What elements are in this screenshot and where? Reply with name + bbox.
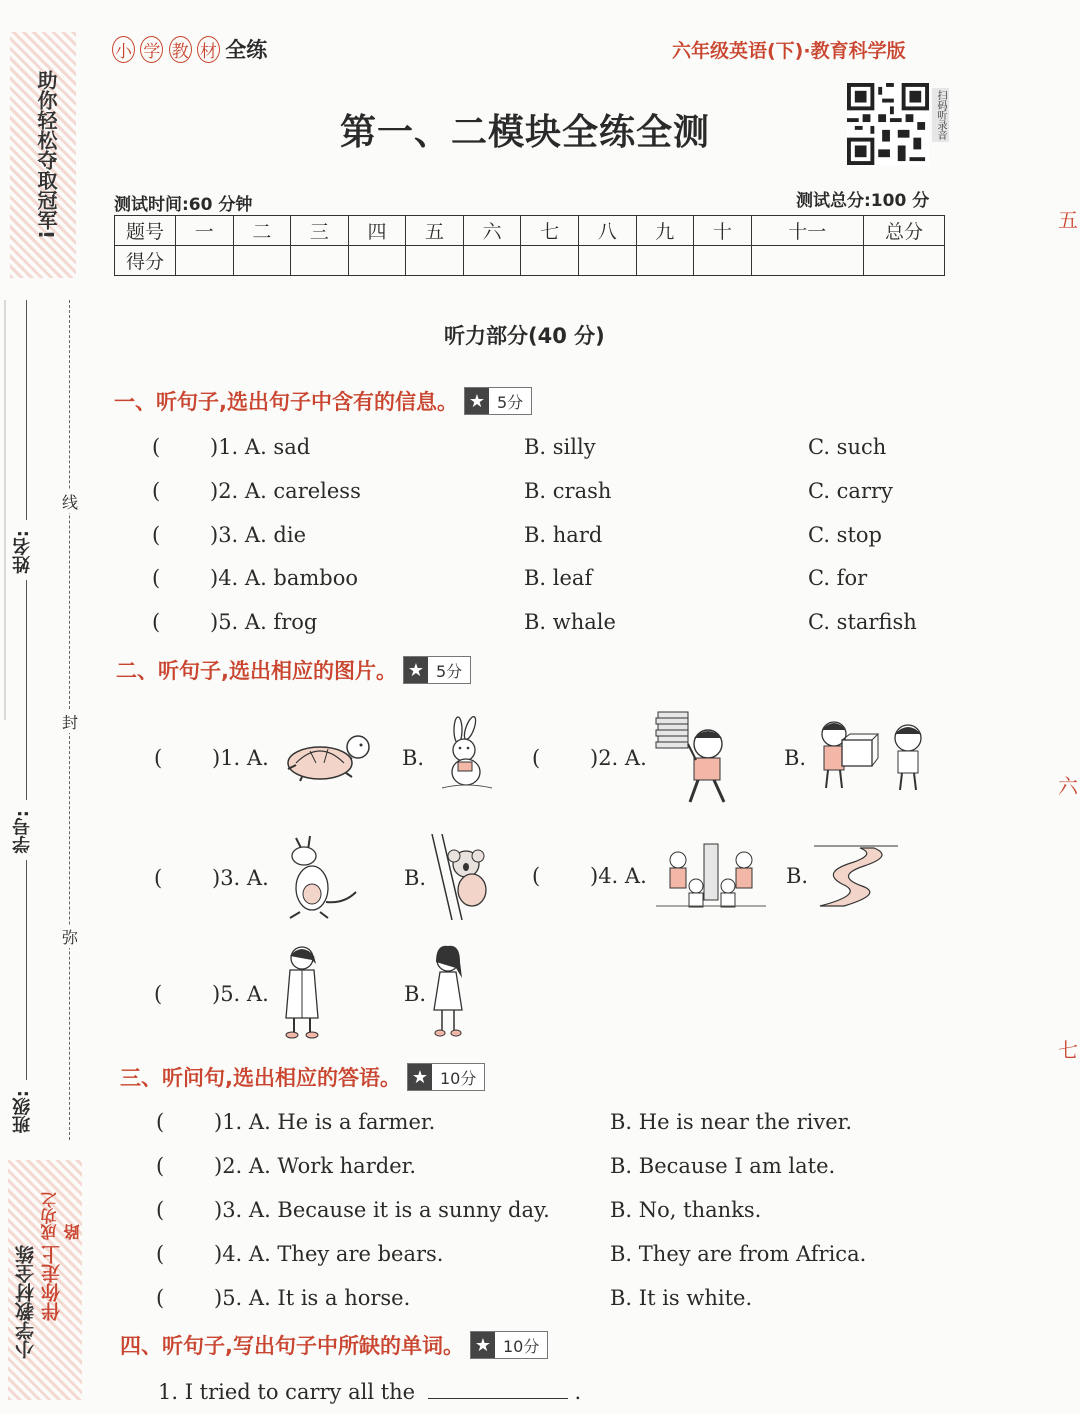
option-b: B. Because I am late. [610,1154,836,1178]
option-c: C. starfish [808,610,917,634]
section-4-badge [470,1331,548,1359]
edition-label: 六年级英语(下)·教育科学版 [672,40,906,62]
option-a: )5. A. It is a horse. [214,1286,411,1310]
label-class: 班级: [12,1090,33,1134]
answer-paren[interactable]: ( [152,523,161,547]
section-2-title [116,655,471,685]
score-cell[interactable] [864,246,945,276]
boy-carrying-books-picture[interactable] [654,708,734,806]
answer-paren[interactable]: ( [152,435,161,459]
s2-q2-b-label: B. [784,746,807,770]
section-1-text: 一、听句子,选出句子中含有的信息。 [114,390,458,414]
section-3-title [120,1062,485,1092]
option-b: B. leaf [524,566,593,590]
answer-paren[interactable]: ( [154,982,163,1006]
test-time: 测试时间:60 分钟 [114,195,253,215]
cut-mark-xian: 线 [62,490,78,513]
right-marker-6: 六 [1058,774,1078,798]
score-cell[interactable] [176,246,234,276]
table-head-number: 题号 [115,216,176,246]
qr-caption: 扫码听录音 [932,88,949,142]
star-icon: ★ [408,1064,432,1090]
s4-item-end: . [574,1380,582,1404]
score-cell[interactable] [463,246,521,276]
cut-mark-mi: 弥 [62,925,78,948]
option-a: )4. A. They are bears. [214,1242,444,1266]
option-a: )1. A. He is a farmer. [214,1110,436,1134]
option-a: )3. A. Because it is a sunny day. [214,1198,550,1222]
s3-item-4 [156,1242,956,1272]
label-name: 姓名: [12,530,33,574]
star-icon: ★ [404,657,428,683]
s1-item-5 [152,610,952,640]
answer-paren[interactable]: ( [154,746,163,770]
s2-q1-b-label: B. [402,746,425,770]
section-2-text: 二、听句子,选出相应的图片。 [116,659,397,683]
bottom-brand-3: 成功之路 [40,1192,82,1240]
section-1-badge [464,387,532,415]
col-9: 九 [636,216,694,246]
brand-char-4: 材 [197,36,220,63]
col-10: 十 [694,216,752,246]
answer-paren[interactable]: ( [532,746,541,770]
table-row-scores [115,246,945,276]
option-c: C. carry [808,479,893,503]
brand-logo [112,34,267,64]
brand-char-2: 学 [140,36,163,63]
score-cell[interactable] [233,246,291,276]
slogan-text: 助你轻松夺取冠军! [34,70,58,240]
girl-in-dress-picture[interactable] [428,944,468,1040]
s2-q4-b-label: B. [786,864,809,888]
people-cutting-trees-picture[interactable] [656,840,766,912]
children-with-box-picture[interactable] [812,714,936,794]
option-b: B. hard [524,523,603,547]
answer-paren[interactable]: ( [152,566,161,590]
id-field-line[interactable] [26,580,27,800]
col-3: 三 [291,216,349,246]
page-title: 第一、二模块全练全测 [340,112,711,153]
option-a: )2. A. careless [210,479,361,503]
option-b: B. whale [524,610,616,634]
koala-picture[interactable] [428,834,492,920]
score-cell[interactable] [521,246,579,276]
option-a: )1. A. sad [210,435,311,459]
s2-q4-a-label: )4. A. [590,864,647,888]
table-row-numbers [115,216,945,246]
rabbit-picture[interactable] [432,716,500,794]
section-3-text: 三、听问句,选出相应的答语。 [120,1066,401,1090]
s1-item-3 [152,523,952,553]
s2-q3-b-label: B. [404,866,427,890]
option-b: B. He is near the river. [610,1110,853,1134]
col-total: 总分 [864,216,945,246]
s2-q5-b-label: B. [404,982,427,1006]
brand-char-3: 教 [169,36,192,63]
section-4-title [120,1330,548,1360]
s4-item-1 [158,1378,581,1404]
section-3-badge [407,1063,485,1091]
option-a: )2. A. Work harder. [214,1154,417,1178]
answer-paren[interactable]: ( [156,1110,165,1134]
s3-item-5 [156,1286,956,1316]
answer-paren[interactable]: ( [156,1242,165,1266]
river-picture[interactable] [814,842,898,908]
section-2-points: 5分 [435,661,463,681]
answer-paren[interactable]: ( [156,1154,165,1178]
score-table [114,215,945,276]
score-cell[interactable] [751,246,863,276]
s2-q5-a-label: )5. A. [212,982,269,1006]
right-marker-7: 七 [1058,1038,1078,1062]
option-a: )4. A. bamboo [210,566,359,590]
s3-item-2 [156,1154,956,1184]
kangaroo-picture[interactable] [282,832,358,922]
col-1: 一 [176,216,234,246]
brand-char-1: 小 [112,36,135,63]
margin-line [4,300,6,720]
section-1-points: 5分 [496,392,524,412]
s1-item-1 [152,435,952,465]
star-icon: ★ [471,1332,495,1358]
section-1-title [114,386,532,416]
score-cell[interactable] [578,246,636,276]
score-cell[interactable] [636,246,694,276]
score-cell[interactable] [348,246,406,276]
s3-item-3 [156,1198,956,1228]
section-4-text: 四、听句子,写出句子中所缺的单词。 [120,1334,464,1358]
total-score: 测试总分:100 分 [796,191,930,211]
cut-mark-feng: 封 [62,710,78,733]
answer-paren[interactable]: ( [152,479,161,503]
star-icon: ★ [465,388,489,414]
s2-q1-a-label: )1. A. [212,746,269,770]
col-2: 二 [233,216,291,246]
s2-q2-a-label: )2. A. [590,746,647,770]
option-b: B. silly [524,435,596,459]
score-cell[interactable] [406,246,464,276]
listening-heading: 听力部分(40 分) [444,324,605,348]
option-a: )5. A. frog [210,610,318,634]
section-2-badge [403,656,471,684]
class-field-line[interactable] [26,860,27,1080]
turtle-picture[interactable] [282,725,374,785]
option-b: B. No, thanks. [610,1198,762,1222]
bottom-brand-2: 伴你走上 [41,1245,63,1321]
answer-paren[interactable]: ( [152,610,161,634]
s1-item-2 [152,479,952,509]
col-5: 五 [406,216,464,246]
option-c: C. for [808,566,868,590]
right-marker-5: 五 [1058,208,1078,232]
answer-paren[interactable]: ( [532,864,541,888]
option-c: C. stop [808,523,882,547]
name-field-line[interactable] [26,300,27,520]
s4-item-text: 1. I tried to carry all the [158,1380,416,1404]
brand-tail: 全练 [225,38,268,62]
answer-blank[interactable] [428,1378,568,1399]
girl-in-coat-picture[interactable] [278,942,326,1040]
s2-q3-a-label: )3. A. [212,866,269,890]
bottom-brand-1: 小学教材全练 [15,1245,37,1359]
answer-paren[interactable]: ( [154,866,163,890]
label-student-id: 学号: [12,810,33,854]
option-b: B. It is white. [610,1286,753,1310]
score-cell[interactable] [291,246,349,276]
answer-paren[interactable]: ( [156,1198,165,1222]
col-11: 十一 [751,216,863,246]
s1-item-4 [152,566,952,596]
option-b: B. crash [524,479,612,503]
section-3-points: 10分 [439,1068,477,1088]
section-4-points: 10分 [502,1336,540,1356]
option-b: B. They are from Africa. [610,1242,867,1266]
col-4: 四 [348,216,406,246]
col-7: 七 [521,216,579,246]
table-head-score: 得分 [115,246,176,276]
answer-paren[interactable]: ( [156,1286,165,1310]
score-cell[interactable] [694,246,752,276]
option-c: C. such [808,435,887,459]
qr-code-icon[interactable] [845,83,931,165]
s3-item-1 [156,1110,956,1140]
option-a: )3. A. die [210,523,307,547]
col-6: 六 [463,216,521,246]
col-8: 八 [578,216,636,246]
